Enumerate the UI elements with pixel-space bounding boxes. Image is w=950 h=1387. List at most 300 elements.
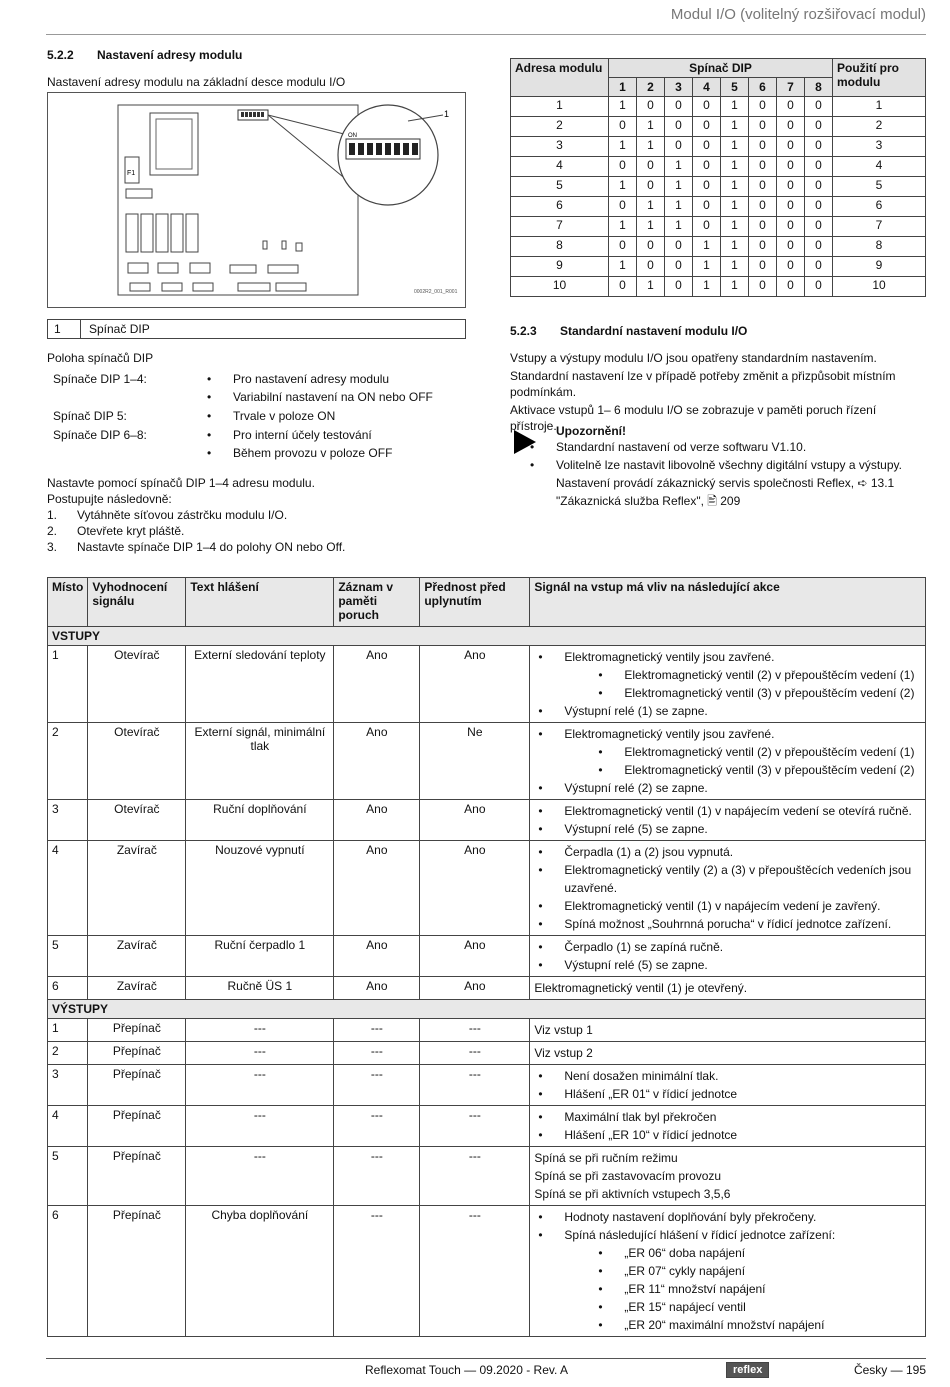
sub-action-item: • Elektromagnetický ventil (2) v přepouštěcím vedení (1) bbox=[594, 666, 921, 684]
dip-bit: 0 bbox=[805, 197, 833, 217]
dip-bit: 1 bbox=[721, 257, 749, 277]
section-label: VSTUPY bbox=[48, 627, 926, 646]
signal-cell: Otevírač bbox=[88, 723, 186, 800]
dip-row bbox=[511, 157, 926, 177]
place-cell: 4 bbox=[48, 841, 88, 936]
figure-code: 0002R2_001_R001 bbox=[414, 289, 458, 295]
action-text: Elektromagnetický ventil (1) v napájecím vedení je zavřený. bbox=[564, 899, 881, 913]
dip-bit: 0 bbox=[637, 157, 665, 177]
dip-bit: 0 bbox=[777, 137, 805, 157]
dip-bit: 0 bbox=[665, 277, 693, 297]
actions-cell bbox=[530, 1065, 926, 1106]
callout-number: 1 bbox=[444, 109, 450, 119]
dip-address: 5 bbox=[511, 177, 609, 197]
priority-cell: Ne bbox=[420, 723, 530, 800]
section-heading-522 bbox=[47, 48, 242, 62]
sub-action-item: • Elektromagnetický ventil (3) v přepouštěcím vedení (2) bbox=[594, 684, 921, 702]
dip-bit: 1 bbox=[609, 97, 637, 117]
signal-cell: Přepínač bbox=[88, 1147, 186, 1206]
dip-bit: 0 bbox=[609, 237, 637, 257]
memory-cell: --- bbox=[334, 1147, 420, 1206]
action-text: Výstupní relé (5) se zapne. bbox=[564, 958, 708, 972]
dip-bit: 0 bbox=[609, 197, 637, 217]
message-cell: Externí sledování teploty bbox=[186, 646, 334, 723]
dip-switch-number: 7 bbox=[777, 78, 805, 97]
action-text: Viz vstup 1 bbox=[534, 1023, 593, 1037]
memory-cell: --- bbox=[334, 1106, 420, 1147]
section-number: 5.2.3 bbox=[510, 324, 537, 338]
step bbox=[47, 523, 467, 539]
dip-address: 7 bbox=[511, 217, 609, 237]
dip-bit: 0 bbox=[777, 157, 805, 177]
section-title: Standardní nastavení modulu I/O bbox=[560, 324, 748, 338]
dip-bit: 0 bbox=[637, 237, 665, 257]
instruction-line: Postupujte následovně: bbox=[47, 492, 172, 506]
dip-address-table bbox=[510, 58, 926, 297]
action-text: Elektromagnetický ventil (1) v napájecím vedení se otevírá ručně. bbox=[564, 804, 912, 818]
action-list bbox=[534, 648, 921, 720]
dip-use: 5 bbox=[833, 177, 926, 197]
action-text: Hlášení „ER 10“ v řídicí jednotce bbox=[564, 1128, 738, 1142]
dip-bit: 1 bbox=[637, 217, 665, 237]
signal-cell: Otevírač bbox=[88, 646, 186, 723]
memory-cell: Ano bbox=[334, 723, 420, 800]
sub-action-item: • „ER 07“ cykly napájení bbox=[594, 1262, 921, 1280]
action-list bbox=[534, 1108, 921, 1144]
table-row bbox=[48, 800, 926, 841]
action-text: Spíná se při aktivních vstupech 3,5,6 bbox=[534, 1187, 731, 1201]
table-row bbox=[48, 646, 926, 723]
action-item bbox=[534, 938, 921, 956]
table-row bbox=[48, 1065, 926, 1106]
message-cell: Externí signál, minimální tlak bbox=[186, 723, 334, 800]
section-number: 5.2.2 bbox=[47, 48, 74, 62]
signal-cell: Přepínač bbox=[88, 1206, 186, 1337]
signal-cell: Otevírač bbox=[88, 800, 186, 841]
table-header: Vyhodnocení signálu bbox=[88, 578, 186, 627]
section-523-text bbox=[510, 350, 926, 434]
action-item bbox=[534, 956, 921, 974]
dip-use: 10 bbox=[833, 277, 926, 297]
section-heading-523 bbox=[510, 324, 747, 338]
dip-bit: 1 bbox=[693, 277, 721, 297]
action-item bbox=[534, 1226, 921, 1334]
fuse-label: F1 bbox=[127, 170, 136, 177]
priority-cell: --- bbox=[420, 1206, 530, 1337]
step-text: Otevřete kryt pláště. bbox=[77, 524, 185, 538]
actions-cell bbox=[530, 936, 926, 977]
message-cell: Ruční doplňování bbox=[186, 800, 334, 841]
actions-cell bbox=[530, 1042, 926, 1065]
memory-cell: --- bbox=[334, 1019, 420, 1042]
action-text: Hodnoty nastavení doplňování byly překročeny. bbox=[564, 1210, 817, 1224]
dip-bit: 0 bbox=[805, 257, 833, 277]
dip-use: 7 bbox=[833, 217, 926, 237]
dip-use: 9 bbox=[833, 257, 926, 277]
dip-bit: 0 bbox=[637, 257, 665, 277]
dip-bit: 0 bbox=[805, 97, 833, 117]
dip-row bbox=[511, 197, 926, 217]
signal-cell: Přepínač bbox=[88, 1042, 186, 1065]
col-address: Adresa modulu bbox=[511, 59, 609, 97]
action-text: Spíná možnost „Souhrnná porucha“ v řídicí jednotce zařízení. bbox=[564, 917, 892, 931]
step-number: 3. bbox=[47, 540, 58, 554]
action-item bbox=[534, 915, 921, 933]
action-text: Není dosažen minimální tlak. bbox=[564, 1069, 719, 1083]
actions-cell bbox=[530, 646, 926, 723]
dip-bit: 1 bbox=[609, 217, 637, 237]
step-number: 2. bbox=[47, 524, 58, 538]
dip-address: 3 bbox=[511, 137, 609, 157]
dip-use: 8 bbox=[833, 237, 926, 257]
action-list bbox=[534, 802, 921, 838]
dip-bit: 0 bbox=[693, 197, 721, 217]
instruction-line: Nastavte pomocí spínačů DIP 1–4 adresu modulu. bbox=[47, 476, 315, 490]
dip-row bbox=[511, 137, 926, 157]
signal-cell: Přepínač bbox=[88, 1106, 186, 1147]
place-cell: 5 bbox=[48, 1147, 88, 1206]
table-row bbox=[48, 1147, 926, 1206]
position-row bbox=[47, 370, 467, 406]
action-item bbox=[534, 1067, 921, 1085]
dip-bit: 0 bbox=[749, 157, 777, 177]
action-item bbox=[534, 648, 921, 702]
action-item bbox=[534, 725, 921, 779]
dip-switch-number: 2 bbox=[637, 78, 665, 97]
dip-bit: 0 bbox=[693, 157, 721, 177]
place-cell: 4 bbox=[48, 1106, 88, 1147]
note-item: • Volitelně lze nastavit libovolně všechny digitální vstupy a výstupy. Nastavení provádí zákaznický servis společnosti Reflex, ➪ 13.1 "Zákaznická služba Reflex", 🖹 209 bbox=[526, 456, 928, 510]
priority-cell: --- bbox=[420, 1147, 530, 1206]
action-text: Výstupní relé (1) se zapne. bbox=[564, 704, 708, 718]
signal-cell: Přepínač bbox=[88, 1019, 186, 1042]
dip-bit: 0 bbox=[805, 137, 833, 157]
note-item: • Standardní nastavení od verze softwaru V1.10. bbox=[526, 438, 928, 456]
dip-bit: 1 bbox=[637, 117, 665, 137]
step bbox=[47, 507, 467, 523]
table-header: Místo bbox=[48, 578, 88, 627]
memory-cell: Ano bbox=[334, 646, 420, 723]
dip-bit: 0 bbox=[749, 137, 777, 157]
table-header: Záznam v paměti poruch bbox=[334, 578, 420, 627]
dip-bit: 0 bbox=[777, 237, 805, 257]
positions-title: Poloha spínačů DIP bbox=[47, 351, 154, 365]
dip-switch-number: 1 bbox=[609, 78, 637, 97]
dip-bit: 1 bbox=[609, 177, 637, 197]
board-drawing bbox=[48, 93, 465, 307]
priority-cell: Ano bbox=[420, 936, 530, 977]
table-row bbox=[48, 1042, 926, 1065]
position-item: • Trvale v poloze ON bbox=[203, 407, 467, 425]
sub-action-item: • „ER 15“ napájecí ventil bbox=[594, 1298, 921, 1316]
dip-bit: 0 bbox=[777, 217, 805, 237]
dip-bit: 0 bbox=[665, 137, 693, 157]
action-text: Výstupní relé (2) se zapne. bbox=[564, 781, 708, 795]
dip-bit: 0 bbox=[665, 97, 693, 117]
message-cell: Ručně ÜS 1 bbox=[186, 977, 334, 1000]
action-item bbox=[534, 897, 921, 915]
dip-row bbox=[511, 177, 926, 197]
place-cell: 6 bbox=[48, 977, 88, 1000]
position-row bbox=[47, 407, 467, 425]
dip-bit: 0 bbox=[805, 237, 833, 257]
table-header: Signál na vstup má vliv na následující akce bbox=[530, 578, 926, 627]
sub-action-item: • Elektromagnetický ventil (3) v přepouštěcím vedení (2) bbox=[594, 761, 921, 779]
sub-action-list bbox=[594, 1244, 921, 1334]
position-item: • Pro nastavení adresy modulu bbox=[203, 370, 467, 388]
message-cell: --- bbox=[186, 1147, 334, 1206]
action-text: Čerpadlo (1) se zapíná ručně. bbox=[564, 940, 724, 954]
dip-positions bbox=[47, 350, 467, 462]
section-title: Nastavení adresy modulu bbox=[97, 48, 243, 62]
action-item bbox=[534, 1108, 921, 1126]
dip-bit: 1 bbox=[693, 237, 721, 257]
paragraph: Vstupy a výstupy modulu I/O jsou opatřeny standardním nastavením. bbox=[510, 351, 877, 365]
dip-bit: 1 bbox=[721, 217, 749, 237]
action-list bbox=[534, 725, 921, 797]
section-label: VÝSTUPY bbox=[48, 1000, 926, 1019]
dip-bit: 0 bbox=[665, 237, 693, 257]
position-row bbox=[47, 426, 467, 462]
action-text: Elektromagnetický ventily jsou zavřené. bbox=[564, 650, 775, 664]
action-item bbox=[534, 1085, 921, 1103]
priority-cell: Ano bbox=[420, 646, 530, 723]
position-label: Spínače DIP 1–4: bbox=[53, 372, 147, 386]
actions-cell bbox=[530, 1019, 926, 1042]
priority-cell: Ano bbox=[420, 977, 530, 1000]
dip-bit: 0 bbox=[693, 117, 721, 137]
dip-use: 1 bbox=[833, 97, 926, 117]
paragraph: Aktivace vstupů 1– 6 modulu I/O se zobrazuje v paměti poruch řízení přístroje. bbox=[510, 403, 877, 433]
table-row bbox=[48, 723, 926, 800]
dip-use: 4 bbox=[833, 157, 926, 177]
step-number: 1. bbox=[47, 508, 58, 522]
col-dip: Spínač DIP bbox=[609, 59, 833, 78]
action-text: Výstupní relé (5) se zapne. bbox=[564, 822, 708, 836]
dip-bit: 1 bbox=[721, 197, 749, 217]
dip-switch-number: 8 bbox=[805, 78, 833, 97]
memory-cell: --- bbox=[334, 1065, 420, 1106]
dip-bit: 0 bbox=[749, 257, 777, 277]
table-row bbox=[48, 1019, 926, 1042]
step bbox=[47, 539, 467, 555]
section-row bbox=[48, 1000, 926, 1019]
dip-bit: 0 bbox=[665, 117, 693, 137]
dip-bit: 0 bbox=[749, 277, 777, 297]
step-text: Vytáhněte síťovou zástrčku modulu I/O. bbox=[77, 508, 288, 522]
table-header: Přednost před uplynutím bbox=[420, 578, 530, 627]
position-label: Spínač DIP 5: bbox=[53, 409, 127, 423]
dip-bit: 0 bbox=[749, 177, 777, 197]
memory-cell: Ano bbox=[334, 936, 420, 977]
dip-bit: 1 bbox=[721, 97, 749, 117]
place-cell: 3 bbox=[48, 1065, 88, 1106]
dip-bit: 0 bbox=[665, 257, 693, 277]
action-item bbox=[534, 861, 921, 897]
dip-address: 2 bbox=[511, 117, 609, 137]
position-item: • Během provozu v poloze OFF bbox=[203, 444, 467, 462]
dip-bit: 1 bbox=[721, 237, 749, 257]
action-text: Spíná následující hlášení v řídicí jednotce zařízení: bbox=[564, 1228, 836, 1242]
dip-on-label: ON bbox=[348, 133, 357, 139]
sub-action-list bbox=[594, 666, 921, 702]
table-header: Text hlášení bbox=[186, 578, 334, 627]
legend-number: 1 bbox=[48, 320, 81, 338]
sub-action-list bbox=[594, 743, 921, 779]
dip-bit: 0 bbox=[749, 197, 777, 217]
dip-bit: 0 bbox=[805, 177, 833, 197]
dip-bit: 0 bbox=[693, 177, 721, 197]
place-cell: 2 bbox=[48, 723, 88, 800]
action-item bbox=[534, 802, 921, 820]
position-label: Spínače DIP 6–8: bbox=[53, 428, 147, 442]
actions-cell bbox=[530, 841, 926, 936]
instructions bbox=[47, 475, 467, 555]
dip-use: 2 bbox=[833, 117, 926, 137]
dip-bit: 0 bbox=[777, 197, 805, 217]
dip-bit: 1 bbox=[665, 197, 693, 217]
paragraph: Standardní nastavení lze v případě potřeby změnit a přizpůsobit místním podmínkám. bbox=[510, 369, 896, 399]
step-text: Nastavte spínače DIP 1–4 do polohy ON nebo Off. bbox=[77, 540, 346, 554]
dip-address: 1 bbox=[511, 97, 609, 117]
table-row bbox=[48, 977, 926, 1000]
signal-cell: Přepínač bbox=[88, 1065, 186, 1106]
table-row bbox=[48, 1106, 926, 1147]
priority-cell: --- bbox=[420, 1106, 530, 1147]
dip-bit: 0 bbox=[777, 177, 805, 197]
dip-switch-number: 4 bbox=[693, 78, 721, 97]
action-text: Spíná se při ručním režimu bbox=[534, 1151, 678, 1165]
message-cell: Nouzové vypnutí bbox=[186, 841, 334, 936]
sub-action-item: • „ER 06“ doba napájení bbox=[594, 1244, 921, 1262]
dip-bit: 1 bbox=[609, 257, 637, 277]
note-block bbox=[556, 424, 928, 510]
footer-page: Česky — 195 bbox=[853, 1363, 926, 1377]
dip-bit: 1 bbox=[721, 137, 749, 157]
footer-rule bbox=[46, 1358, 926, 1359]
action-text: Hlášení „ER 01“ v řídicí jednotce bbox=[564, 1087, 738, 1101]
dip-row bbox=[511, 117, 926, 137]
dip-row bbox=[511, 97, 926, 117]
action-text: Čerpadla (1) a (2) jsou vypnutá. bbox=[564, 845, 734, 859]
dip-bit: 0 bbox=[777, 97, 805, 117]
dip-bit: 1 bbox=[721, 117, 749, 137]
signal-cell: Zavírač bbox=[88, 936, 186, 977]
dip-switch-number: 3 bbox=[665, 78, 693, 97]
dip-bit: 0 bbox=[805, 217, 833, 237]
dip-address: 9 bbox=[511, 257, 609, 277]
action-text: Maximální tlak byl překročen bbox=[564, 1110, 717, 1124]
dip-address: 6 bbox=[511, 197, 609, 217]
dip-bit: 1 bbox=[665, 217, 693, 237]
place-cell: 1 bbox=[48, 646, 88, 723]
dip-bit: 0 bbox=[693, 217, 721, 237]
action-text: Elektromagnetický ventily jsou zavřené. bbox=[564, 727, 775, 741]
actions-cell bbox=[530, 1206, 926, 1337]
dip-bit: 0 bbox=[777, 257, 805, 277]
figure-legend bbox=[47, 319, 466, 339]
dip-use: 3 bbox=[833, 137, 926, 157]
dip-bit: 0 bbox=[777, 277, 805, 297]
dip-bit: 1 bbox=[721, 157, 749, 177]
priority-cell: Ano bbox=[420, 800, 530, 841]
dip-bit: 0 bbox=[637, 177, 665, 197]
table-row bbox=[48, 1206, 926, 1337]
action-item bbox=[534, 843, 921, 861]
dip-bit: 0 bbox=[805, 277, 833, 297]
action-list bbox=[534, 1208, 921, 1334]
sub-action-item: • „ER 11“ množství napájení bbox=[594, 1280, 921, 1298]
place-cell: 3 bbox=[48, 800, 88, 841]
section-row bbox=[48, 627, 926, 646]
dip-bit: 0 bbox=[693, 97, 721, 117]
dip-bit: 1 bbox=[609, 137, 637, 157]
memory-cell: Ano bbox=[334, 977, 420, 1000]
dip-address: 8 bbox=[511, 237, 609, 257]
page-header-title: Modul I/O (volitelný rozšiřovací modul) bbox=[670, 6, 926, 23]
dip-row bbox=[511, 217, 926, 237]
dip-bit: 1 bbox=[665, 157, 693, 177]
dip-bit: 0 bbox=[749, 237, 777, 257]
io-settings-table bbox=[47, 577, 926, 1337]
signal-cell: Zavírač bbox=[88, 977, 186, 1000]
position-item: • Pro interní účely testování bbox=[203, 426, 467, 444]
dip-address: 4 bbox=[511, 157, 609, 177]
memory-cell: --- bbox=[334, 1042, 420, 1065]
dip-row bbox=[511, 257, 926, 277]
dip-bit: 0 bbox=[749, 117, 777, 137]
action-text: Elektromagnetický ventil (1) je otevřený. bbox=[534, 981, 748, 995]
dip-bit: 0 bbox=[609, 117, 637, 137]
dip-bit: 0 bbox=[777, 117, 805, 137]
memory-cell: --- bbox=[334, 1206, 420, 1337]
dip-bit: 1 bbox=[637, 137, 665, 157]
dip-bit: 0 bbox=[749, 217, 777, 237]
dip-bit: 0 bbox=[609, 277, 637, 297]
dip-bit: 0 bbox=[609, 157, 637, 177]
header-rule bbox=[46, 34, 926, 35]
action-item bbox=[534, 820, 921, 838]
sub-action-item: • Elektromagnetický ventil (2) v přepouštěcím vedení (1) bbox=[594, 743, 921, 761]
sub-action-item: • „ER 20“ maximální množství napájení bbox=[594, 1316, 921, 1334]
dip-bit: 1 bbox=[721, 177, 749, 197]
action-item bbox=[534, 1126, 921, 1144]
dip-bit: 0 bbox=[749, 97, 777, 117]
action-text: Spíná se při zastavovacím provozu bbox=[534, 1169, 722, 1183]
message-cell: --- bbox=[186, 1106, 334, 1147]
action-item bbox=[534, 702, 921, 720]
action-item bbox=[534, 1208, 921, 1226]
place-cell: 6 bbox=[48, 1206, 88, 1337]
reflex-logo: reflex bbox=[726, 1362, 769, 1378]
dip-row bbox=[511, 277, 926, 297]
memory-cell: Ano bbox=[334, 800, 420, 841]
signal-cell: Zavírač bbox=[88, 841, 186, 936]
dip-switch-number: 6 bbox=[749, 78, 777, 97]
legend-text: Spínač DIP bbox=[89, 322, 150, 336]
actions-cell bbox=[530, 977, 926, 1000]
place-cell: 5 bbox=[48, 936, 88, 977]
footer-document: Reflexomat Touch — 09.2020 - Rev. A bbox=[365, 1363, 568, 1377]
actions-cell bbox=[530, 723, 926, 800]
dip-bit: 1 bbox=[637, 197, 665, 217]
dip-row bbox=[511, 237, 926, 257]
message-cell: Ruční čerpadlo 1 bbox=[186, 936, 334, 977]
action-text: Elektromagnetický ventily (2) a (3) v přepouštěcích vedeních jsou uzavřené. bbox=[564, 863, 912, 895]
message-cell: Chyba doplňování bbox=[186, 1206, 334, 1337]
message-cell: --- bbox=[186, 1042, 334, 1065]
dip-bit: 1 bbox=[721, 277, 749, 297]
